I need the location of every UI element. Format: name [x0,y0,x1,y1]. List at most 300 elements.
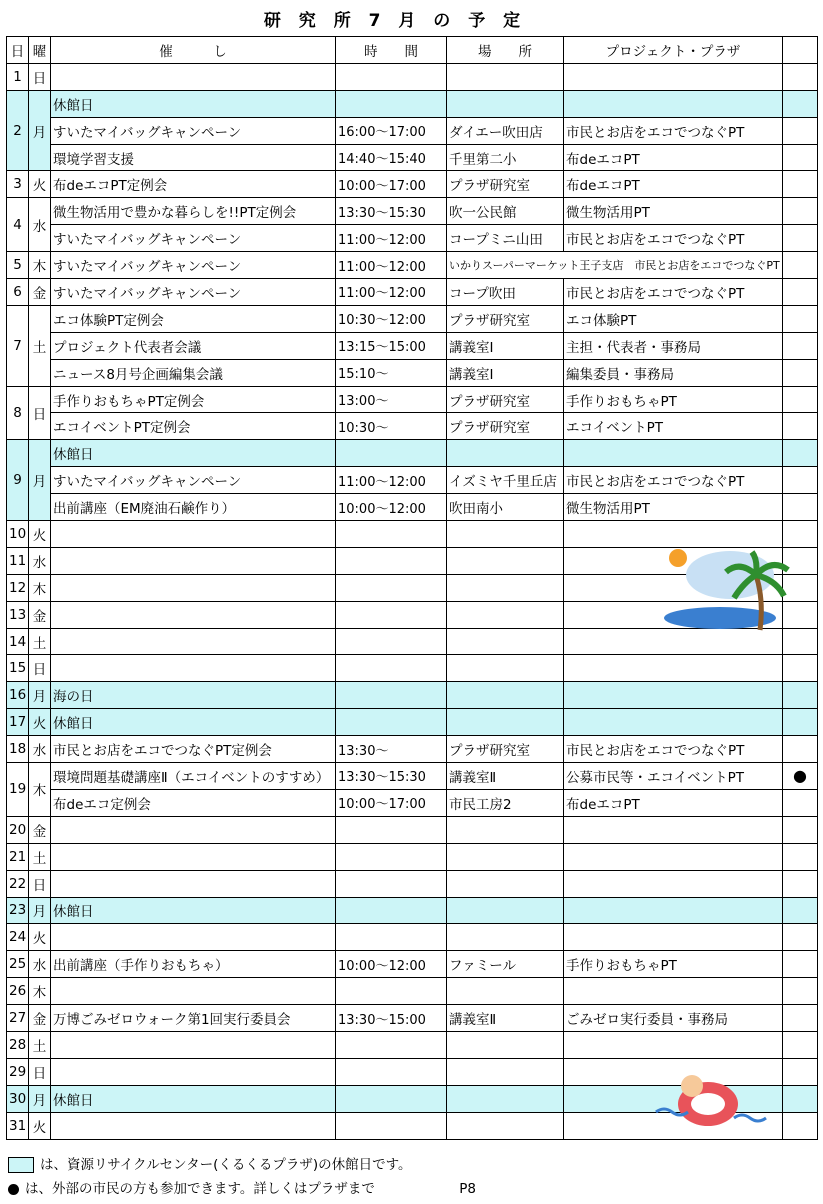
project-cell: 市民とお店をエコでつなぐPT [564,117,783,144]
weekday-cell: 月 [29,90,51,171]
marker-cell [783,870,818,897]
project-cell [564,440,783,467]
time-cell [336,897,447,924]
place-cell: ダイエー吹田店 [447,117,564,144]
project-cell: 微生物活用PT [564,494,783,521]
weekday-cell: 火 [29,171,51,198]
day-cell: 15 [7,655,29,682]
day-cell: 19 [7,763,29,817]
weekday-cell: 火 [29,521,51,548]
project-cell: エコ体験PT [564,305,783,332]
marker-cell: ● [783,763,818,790]
event-cell: 手作りおもちゃPT定例会 [51,386,336,413]
project-cell: 市民とお店をエコでつなぐPT [564,467,783,494]
place-cell [447,547,564,574]
place-cell: イズミヤ千里丘店 [447,467,564,494]
project-cell [564,709,783,736]
place-cell: 吹田南小 [447,494,564,521]
place-cell [447,440,564,467]
event-cell [51,978,336,1005]
event-cell: すいたマイバッグキャンペーン [51,117,336,144]
header-place: 場 所 [447,37,564,64]
event-cell: 出前講座（EM廃油石鹸作り） [51,494,336,521]
weekday-cell: 木 [29,252,51,279]
day-cell: 4 [7,198,29,252]
place-cell: 千里第二小 [447,144,564,171]
day-cell: 5 [7,252,29,279]
day-cell: 10 [7,521,29,548]
project-cell: 市民とお店をエコでつなぐPT [564,736,783,763]
project-cell [564,682,783,709]
page-number: P8 [459,1181,476,1197]
day-cell: 11 [7,547,29,574]
marker-cell [783,1085,818,1112]
time-cell [336,978,447,1005]
project-cell [564,63,783,90]
event-cell: 微生物活用で豊かな暮らしを!!PT定例会 [51,198,336,225]
event-cell: 出前講座（手作りおもちゃ） [51,951,336,978]
schedule-row [7,413,818,440]
time-cell: 10:30～ [336,413,447,440]
place-cell [447,655,564,682]
place-cell [447,574,564,601]
schedule-row [7,171,818,198]
marker-cell [783,413,818,440]
time-cell: 13:15～15:00 [336,332,447,359]
header-project: プロジェクト・プラザ [564,37,783,64]
marker-cell [783,467,818,494]
schedule-row [7,252,818,279]
day-cell: 18 [7,736,29,763]
event-cell [51,655,336,682]
time-cell: 10:00～17:00 [336,171,447,198]
schedule-row [7,628,818,655]
day-cell: 14 [7,628,29,655]
marker-cell [783,843,818,870]
event-cell: すいたマイバッグキャンペーン [51,467,336,494]
place-cell [447,628,564,655]
time-cell [336,1112,447,1139]
place-cell [447,897,564,924]
day-cell: 31 [7,1112,29,1139]
weekday-cell: 月 [29,682,51,709]
schedule-row [7,978,818,1005]
place-cell: コープ吹田 [447,279,564,306]
event-cell [51,816,336,843]
marker-cell [783,897,818,924]
project-cell: 布deエコPT [564,144,783,171]
event-cell [51,1031,336,1058]
place-cell [447,870,564,897]
schedule-row [7,763,818,790]
marker-cell [783,924,818,951]
day-cell: 9 [7,440,29,521]
marker-cell [783,789,818,816]
schedule-row [7,279,818,306]
time-cell [336,924,447,951]
swimmer-illustration [650,1068,770,1140]
time-cell [336,440,447,467]
day-cell: 3 [7,171,29,198]
marker-cell [783,494,818,521]
legend-closed [8,1153,412,1173]
schedule-row [7,198,818,225]
weekday-cell: 火 [29,924,51,951]
schedule-row [7,951,818,978]
weekday-cell: 木 [29,978,51,1005]
marker-cell [783,1058,818,1085]
place-cell [447,1058,564,1085]
time-cell: 16:00～17:00 [336,117,447,144]
event-cell: すいたマイバッグキャンペーン [51,279,336,306]
place-cell [447,924,564,951]
marker-cell [783,90,818,117]
event-cell: 休館日 [51,897,336,924]
project-cell [564,628,783,655]
schedule-row [7,144,818,171]
weekday-cell: 月 [29,897,51,924]
marker-cell [783,305,818,332]
schedule-row [7,924,818,951]
day-cell: 17 [7,709,29,736]
closed-day-swatch [8,1157,34,1173]
place-cell: コープミニ山田 [447,225,564,252]
event-cell: エコ体験PT定例会 [51,305,336,332]
time-cell: 11:00～12:00 [336,467,447,494]
marker-cell [783,171,818,198]
place-cell: 講義室Ⅱ [447,1005,564,1032]
weekday-cell: 土 [29,628,51,655]
place-cell [447,90,564,117]
place-cell [447,816,564,843]
day-cell: 1 [7,63,29,90]
weekday-cell: 火 [29,1112,51,1139]
place-cell [447,682,564,709]
time-cell [336,1058,447,1085]
event-cell: 休館日 [51,90,336,117]
weekday-cell: 金 [29,816,51,843]
day-cell: 7 [7,305,29,386]
event-cell [51,924,336,951]
event-cell: 海の日 [51,682,336,709]
place-cell [447,1112,564,1139]
weekday-cell: 月 [29,440,51,521]
marker-cell [783,117,818,144]
schedule-row [7,789,818,816]
place-cell: 吹一公民館 [447,198,564,225]
time-cell [336,521,447,548]
place-cell [447,1085,564,1112]
day-cell: 20 [7,816,29,843]
event-cell [51,1058,336,1085]
time-cell [336,655,447,682]
project-cell [564,655,783,682]
event-cell [51,1112,336,1139]
marker-cell [783,816,818,843]
marker-cell [783,440,818,467]
time-cell [336,90,447,117]
header-event: 催 し [51,37,336,64]
weekday-cell: 金 [29,279,51,306]
weekday-cell: 日 [29,1058,51,1085]
event-cell [51,63,336,90]
weekday-cell: 火 [29,709,51,736]
project-cell: 市民とお店をエコでつなぐPT [564,225,783,252]
schedule-row [7,117,818,144]
time-cell: 10:00～12:00 [336,494,447,521]
place-cell: 市民工房2 [447,789,564,816]
project-cell [564,897,783,924]
weekday-cell: 日 [29,655,51,682]
schedule-row [7,843,818,870]
weekday-cell: 土 [29,1031,51,1058]
time-cell [336,682,447,709]
time-cell [336,709,447,736]
legend-open-text: は、外部の市民の方も参加できます。詳しくはプラザまで [25,1181,375,1197]
marker-cell [783,386,818,413]
project-cell: 微生物活用PT [564,198,783,225]
schedule-row [7,359,818,386]
project-cell [564,924,783,951]
weekday-cell: 金 [29,601,51,628]
event-cell [51,521,336,548]
schedule-row [7,816,818,843]
day-cell: 29 [7,1058,29,1085]
marker-cell [783,951,818,978]
marker-cell [783,198,818,225]
weekday-cell: 日 [29,63,51,90]
day-cell: 25 [7,951,29,978]
day-cell: 8 [7,386,29,440]
weekday-cell: 水 [29,547,51,574]
place-cell [447,521,564,548]
time-cell [336,574,447,601]
project-cell: エコイベントPT [564,413,783,440]
time-cell [336,547,447,574]
day-cell: 12 [7,574,29,601]
place-cell: ファミール [447,951,564,978]
place-cell [447,63,564,90]
time-cell: 15:10～ [336,359,447,386]
day-cell: 27 [7,1005,29,1032]
day-cell: 13 [7,601,29,628]
legend-open [8,1177,476,1197]
header-day: 日 [7,37,29,64]
time-cell [336,870,447,897]
time-cell: 10:00～17:00 [336,789,447,816]
project-cell: 手作りおもちゃPT [564,951,783,978]
schedule-row [7,90,818,117]
marker-cell [783,252,818,279]
event-cell: 環境問題基礎講座Ⅱ（エコイベントのすすめ） [51,763,336,790]
weekday-cell: 木 [29,763,51,817]
schedule-row [7,897,818,924]
header-row [7,37,818,64]
event-cell: 休館日 [51,1085,336,1112]
schedule-row [7,736,818,763]
schedule-row [7,225,818,252]
place-cell [447,843,564,870]
time-cell: 11:00～12:00 [336,279,447,306]
event-cell: 市民とお店をエコでつなぐPT定例会 [51,736,336,763]
place-cell: プラザ研究室 [447,736,564,763]
event-cell: 休館日 [51,709,336,736]
time-cell: 11:00～12:00 [336,252,447,279]
schedule-row [7,467,818,494]
event-cell: ニュース8月号企画編集会議 [51,359,336,386]
time-cell: 10:00～12:00 [336,951,447,978]
schedule-row [7,494,818,521]
project-cell: 主担・代表者・事務局 [564,332,783,359]
marker-cell [783,709,818,736]
time-cell [336,601,447,628]
weekday-cell: 水 [29,951,51,978]
place-cell: 講義室Ⅰ [447,359,564,386]
weekday-cell: 月 [29,1085,51,1112]
time-cell [336,63,447,90]
place-cell [447,709,564,736]
event-cell: すいたマイバッグキャンペーン [51,252,336,279]
marker-cell [783,682,818,709]
schedule-row [7,655,818,682]
event-cell: 休館日 [51,440,336,467]
day-cell: 21 [7,843,29,870]
event-cell [51,547,336,574]
marker-cell [783,279,818,306]
place-cell: 講義室Ⅰ [447,332,564,359]
day-cell: 24 [7,924,29,951]
open-event-dot-icon [8,1184,19,1195]
day-cell: 23 [7,897,29,924]
marker-cell [783,1031,818,1058]
time-cell: 13:30～15:00 [336,1005,447,1032]
time-cell: 13:30～15:30 [336,198,447,225]
marker-cell [783,655,818,682]
event-cell [51,628,336,655]
project-cell [564,816,783,843]
day-cell: 30 [7,1085,29,1112]
place-cell: プラザ研究室 [447,386,564,413]
project-cell: 手作りおもちゃPT [564,386,783,413]
event-cell: 布deエコ定例会 [51,789,336,816]
project-cell: 布deエコPT [564,171,783,198]
schedule-row [7,386,818,413]
marker-cell [783,628,818,655]
time-cell [336,1031,447,1058]
page-title: 研 究 所 7 月 の 予 定 [263,11,527,31]
schedule-row [7,440,818,467]
project-cell [564,978,783,1005]
sun-icon [669,549,687,567]
time-cell: 13:30～ [336,736,447,763]
marker-cell [783,332,818,359]
header-time: 時 間 [336,37,447,64]
day-cell: 2 [7,90,29,171]
time-cell: 13:30～15:30 [336,763,447,790]
header-weekday: 曜 [29,37,51,64]
time-cell [336,843,447,870]
header-marker [783,37,818,64]
event-cell [51,870,336,897]
place-cell: プラザ研究室 [447,171,564,198]
time-cell: 11:00～12:00 [336,225,447,252]
day-cell: 26 [7,978,29,1005]
weekday-cell: 土 [29,305,51,386]
marker-cell [783,225,818,252]
event-cell: 環境学習支援 [51,144,336,171]
project-cell: 布deエコPT [564,789,783,816]
marker-cell [783,144,818,171]
weekday-cell: 日 [29,386,51,440]
project-cell [564,90,783,117]
event-cell [51,601,336,628]
project-cell: 市民とお店をエコでつなぐPT [564,279,783,306]
schedule-row [7,1031,818,1058]
place-cell: プラザ研究室 [447,305,564,332]
time-cell [336,628,447,655]
time-cell [336,816,447,843]
schedule-row [7,332,818,359]
day-cell: 16 [7,682,29,709]
place-cell [447,978,564,1005]
marker-cell [783,1112,818,1139]
weekday-cell: 水 [29,736,51,763]
marker-cell [783,736,818,763]
schedule-row [7,63,818,90]
event-cell: 万博ごみゼロウォーク第1回実行委員会 [51,1005,336,1032]
place-cell [447,1031,564,1058]
weekday-cell: 土 [29,843,51,870]
project-cell [564,870,783,897]
time-cell: 10:30～12:00 [336,305,447,332]
day-cell: 6 [7,279,29,306]
place-cell: 講義室Ⅱ [447,763,564,790]
beach-palm-illustration [660,540,796,632]
project-cell [564,843,783,870]
place-cell: プラザ研究室 [447,413,564,440]
schedule-row [7,1005,818,1032]
schedule-row [7,870,818,897]
weekday-cell: 木 [29,574,51,601]
project-cell: 編集委員・事務局 [564,359,783,386]
time-cell: 13:00～ [336,386,447,413]
project-cell: ごみゼロ実行委員・事務局 [564,1005,783,1032]
event-cell: プロジェクト代表者会議 [51,332,336,359]
marker-cell [783,359,818,386]
schedule-row [7,682,818,709]
weekday-cell: 日 [29,870,51,897]
time-cell [336,1085,447,1112]
place-cell: いかりスーパーマーケット王子支店 市民とお店をエコでつなぐPT [447,252,783,279]
place-cell [447,601,564,628]
marker-cell [783,1005,818,1032]
project-cell: 公募市民等・エコイベントPT [564,763,783,790]
weekday-cell: 水 [29,198,51,252]
marker-cell [783,978,818,1005]
schedule-row [7,305,818,332]
schedule-row [7,709,818,736]
event-cell: すいたマイバッグキャンペーン [51,225,336,252]
legend-closed-text: は、資源リサイクルセンター(くるくるプラザ)の休館日です。 [40,1157,412,1173]
event-cell: エコイベントPT定例会 [51,413,336,440]
time-cell: 14:40～15:40 [336,144,447,171]
marker-cell [783,63,818,90]
event-cell: 布deエコPT定例会 [51,171,336,198]
event-cell [51,574,336,601]
day-cell: 22 [7,870,29,897]
weekday-cell: 金 [29,1005,51,1032]
day-cell: 28 [7,1031,29,1058]
